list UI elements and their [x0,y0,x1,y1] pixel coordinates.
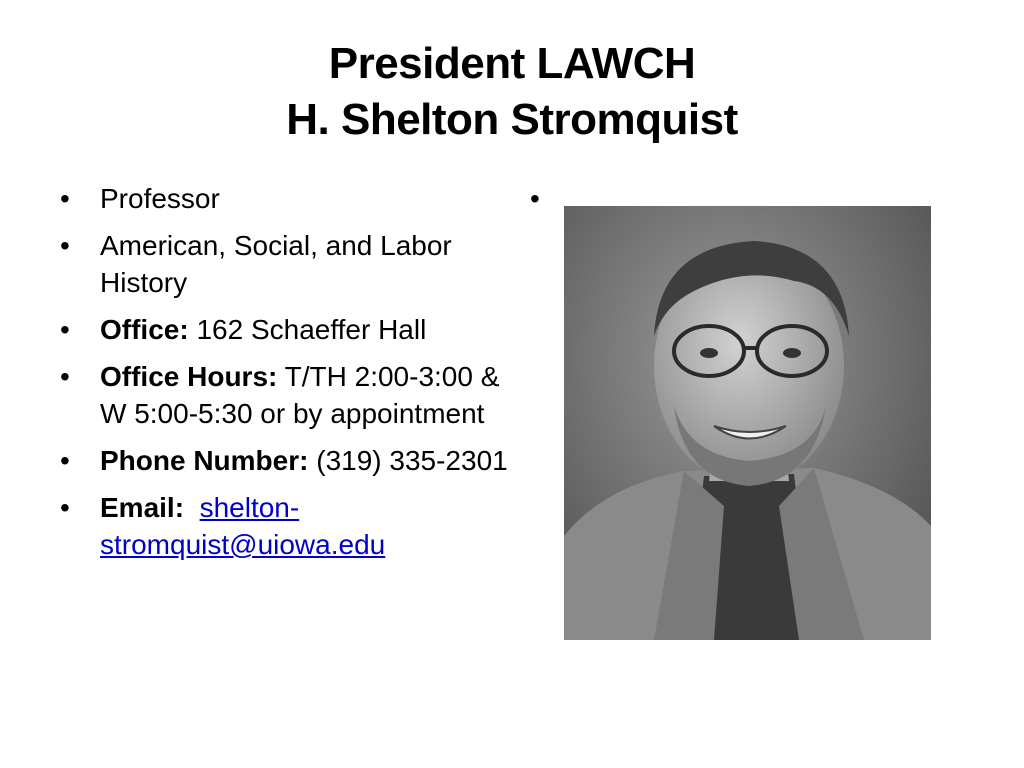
bullet-text: American, Social, and Labor History [100,230,452,298]
bullet-field [58,227,508,301]
office-hours-value: T/TH 2:00-3:00 & W 5:00-5:30 or by appointment [100,361,500,429]
bullet-list [58,180,508,563]
bullet-dot: • [60,183,70,214]
bullet-column [58,180,508,573]
bullet-phone [58,442,508,479]
email-label: Email: [100,492,185,523]
title-line-1: President LAWCH [328,39,696,88]
bullet-office-hours [58,358,508,432]
bullet-dot: • [60,445,70,476]
office-value: 162 Schaeffer Hall [188,314,427,345]
bullet-dot: • [60,314,70,345]
slide-title [0,36,1024,148]
bullet-text: Professor [100,183,220,214]
phone-label: Phone Number: [100,445,309,476]
office-hours-label: Office Hours: [100,361,278,392]
office-label: Office: [100,314,189,345]
email-link[interactable]: shelton-stromquist@uiowa.edu [100,492,386,560]
title-line-2: H. Shelton Stromquist [286,95,738,144]
bullet-professor [58,180,508,217]
bullet-dot: • [60,230,70,261]
right-bullet-dot: • [530,183,540,214]
portrait-photo [564,206,931,640]
bullet-office [58,311,508,348]
phone-value: (319) 335-2301 [308,445,508,476]
bullet-dot: • [60,492,70,523]
bullet-dot: • [60,361,70,392]
portrait-image [564,206,931,640]
bullet-email [58,489,508,563]
